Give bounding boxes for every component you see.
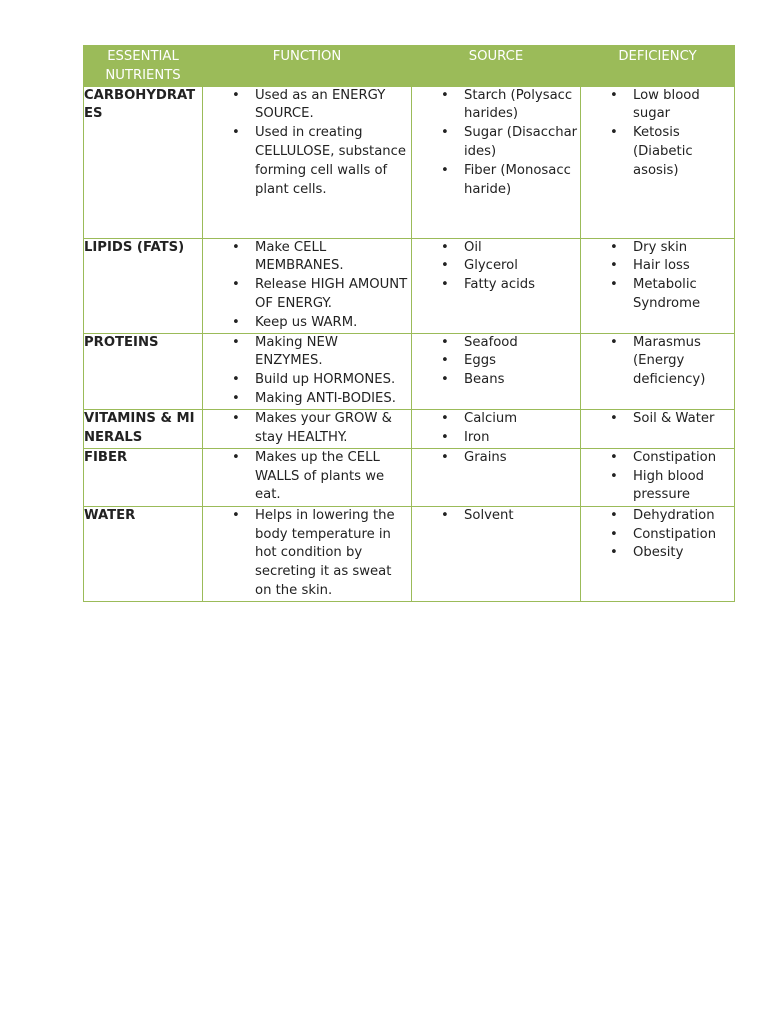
source-list — [412, 239, 580, 295]
function-item: • Make CELL MEMBRANES. — [203, 239, 409, 277]
source-cell — [412, 86, 581, 238]
nutrient-name: WATER — [84, 506, 203, 601]
nutrient-name: LIPIDS (FATS) — [84, 238, 203, 333]
source-cell — [412, 506, 581, 601]
header-row — [84, 46, 735, 87]
deficiency-list — [581, 239, 734, 314]
deficiency-item: • Constipation — [581, 526, 732, 545]
source-item: • Starch (Polysaccharides) — [412, 87, 578, 125]
source-item: • Seafood — [412, 334, 578, 353]
function-list — [203, 239, 411, 333]
nutrient-name: VITAMINS & MINERALS — [84, 409, 203, 448]
deficiency-list — [581, 334, 734, 390]
deficiency-cell — [581, 448, 735, 506]
deficiency-item: • Obesity — [581, 544, 732, 563]
deficiency-item: • High blood pressure — [581, 468, 732, 506]
header-essential-nutrients: ESSENTIAL NUTRIENTS — [84, 46, 203, 87]
function-item: • Making NEW ENZYMES. — [203, 334, 409, 372]
deficiency-cell — [581, 238, 735, 333]
deficiency-cell — [581, 506, 735, 601]
deficiency-cell — [581, 86, 735, 238]
deficiency-item: • Hair loss — [581, 257, 732, 276]
function-list — [203, 334, 411, 409]
deficiency-item: • Low blood sugar — [581, 87, 732, 125]
nutrient-name: CARBOHYDRATES — [84, 86, 203, 238]
function-item: • Used in creating CELLULOSE, substance forming cell walls of plant cells. — [203, 124, 409, 199]
header-source: SOURCE — [412, 46, 581, 87]
source-list — [412, 449, 580, 468]
source-item: • Fatty acids — [412, 276, 578, 295]
function-list — [203, 410, 411, 448]
nutrient-name: FIBER — [84, 448, 203, 506]
deficiency-list — [581, 507, 734, 563]
function-cell — [203, 506, 412, 601]
deficiency-item: • Dry skin — [581, 239, 732, 258]
deficiency-list — [581, 410, 734, 429]
source-cell — [412, 409, 581, 448]
deficiency-item: • Soil & Water — [581, 410, 732, 429]
function-item: • Helps in lowering the body temperature in hot condition by secreting it as sweat on the skin. — [203, 507, 409, 601]
header-deficiency: DEFICIENCY — [581, 46, 735, 87]
function-item: • Used as an ENERGY SOURCE. — [203, 87, 409, 125]
function-cell — [203, 238, 412, 333]
function-cell — [203, 409, 412, 448]
nutrient-name: PROTEINS — [84, 333, 203, 409]
source-item: • Oil — [412, 239, 578, 258]
function-item: • Keep us WARM. — [203, 314, 409, 333]
function-list — [203, 87, 411, 200]
deficiency-cell — [581, 409, 735, 448]
table-row — [84, 238, 735, 333]
nutrients-table — [83, 45, 735, 602]
source-cell — [412, 238, 581, 333]
table-row — [84, 86, 735, 238]
deficiency-cell — [581, 333, 735, 409]
function-item: • Makes up the CELL WALLS of plants we eat. — [203, 449, 409, 505]
source-list — [412, 410, 580, 448]
deficiency-item: • Metabolic Syndrome — [581, 276, 732, 314]
source-cell — [412, 448, 581, 506]
table-row — [84, 333, 735, 409]
source-cell — [412, 333, 581, 409]
header-function: FUNCTION — [203, 46, 412, 87]
source-item: • Fiber (Monosaccharide) — [412, 162, 578, 200]
source-list — [412, 507, 580, 526]
deficiency-item: • Dehydration — [581, 507, 732, 526]
source-list — [412, 87, 580, 200]
table-row — [84, 506, 735, 601]
table-row — [84, 409, 735, 448]
deficiency-item: • Constipation — [581, 449, 732, 468]
source-list — [412, 334, 580, 390]
function-list — [203, 507, 411, 601]
deficiency-list — [581, 449, 734, 505]
source-item: • Glycerol — [412, 257, 578, 276]
deficiency-item: • Marasmus (Energy deficiency) — [581, 334, 732, 390]
function-cell — [203, 86, 412, 238]
source-item: • Grains — [412, 449, 578, 468]
function-item: • Release HIGH AMOUNT OF ENERGY. — [203, 276, 409, 314]
function-list — [203, 449, 411, 505]
table-row — [84, 448, 735, 506]
source-item: • Calcium — [412, 410, 578, 429]
deficiency-list — [581, 87, 734, 181]
function-item: • Makes your GROW & stay HEALTHY. — [203, 410, 409, 448]
function-cell — [203, 448, 412, 506]
source-item: • Solvent — [412, 507, 578, 526]
source-item: • Sugar (Disaccharides) — [412, 124, 578, 162]
deficiency-item: • Ketosis (Diabetic asosis) — [581, 124, 732, 180]
source-item: • Beans — [412, 371, 578, 390]
function-item: • Making ANTI-BODIES. — [203, 390, 409, 409]
function-item: • Build up HORMONES. — [203, 371, 409, 390]
function-cell — [203, 333, 412, 409]
source-item: • Iron — [412, 429, 578, 448]
source-item: • Eggs — [412, 352, 578, 371]
